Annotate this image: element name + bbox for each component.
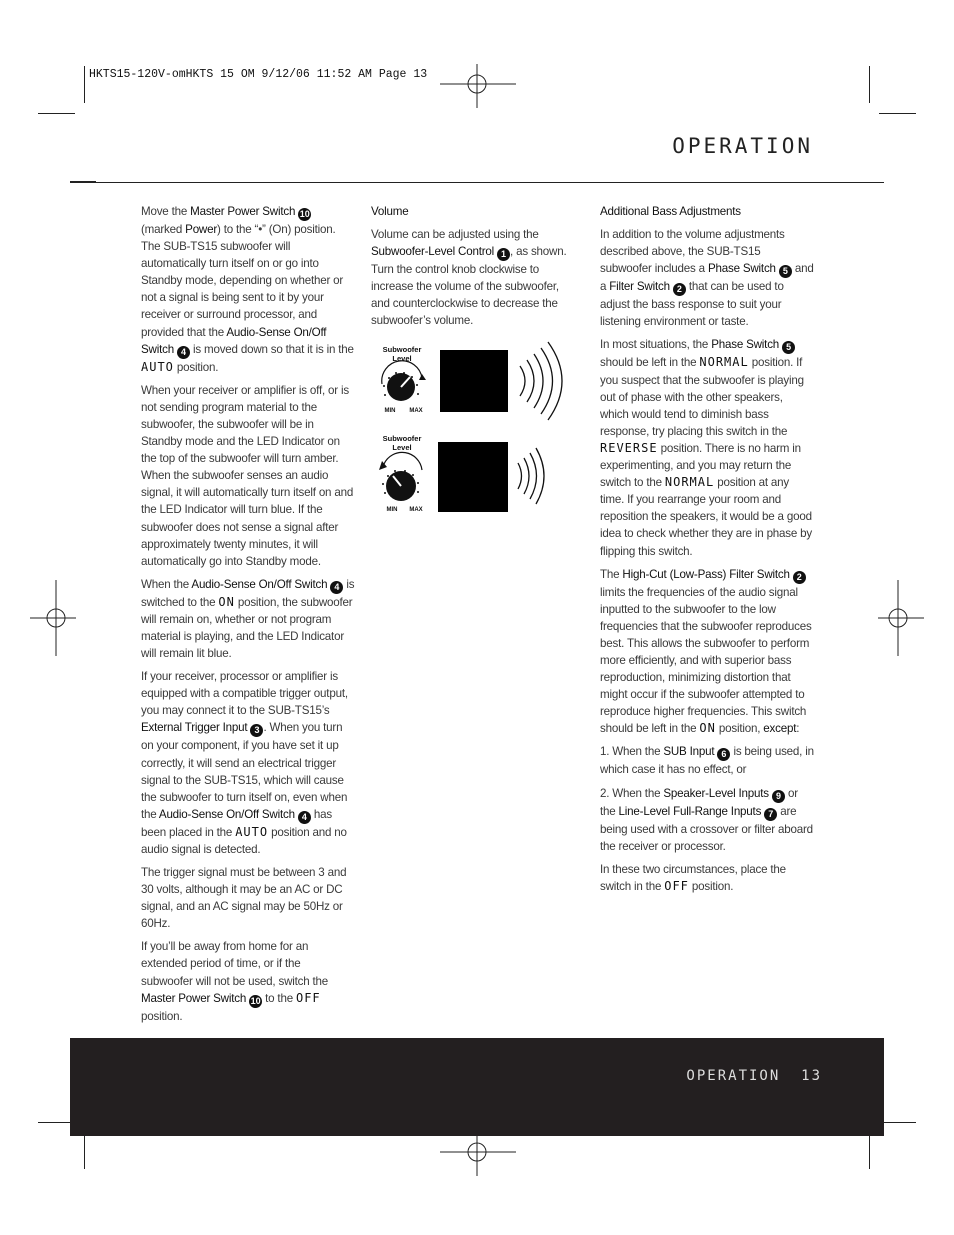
subwoofer-box-icon <box>438 442 508 512</box>
section-heading: Additional Bass Adjustments <box>600 205 741 218</box>
volume-figure-max <box>372 340 582 424</box>
paragraph: In addition to the volume adjustments described above, the SUB-TS15 subwoofer includes a Phase Switch 5 and a Filter Switch 2 that can be used to adjust the bass response to suit your listening environment or taste. <box>600 228 814 329</box>
callout-number: 1 <box>497 248 510 261</box>
paragraph: When the Audio-Sense On/Off Switch 4 is switched to the ON position, the subwoofer will remain on, whether or not program material is playing, and the LED Indicator will remain lit blue. <box>141 577 355 661</box>
sound-waves-icon <box>520 342 562 420</box>
callout-number: 5 <box>779 265 792 278</box>
callout-number: 3 <box>250 724 263 737</box>
footer-page-label <box>686 1068 822 1084</box>
crop-mark <box>869 1132 870 1169</box>
sound-waves-icon <box>518 448 544 504</box>
min-label: MIN <box>386 507 398 513</box>
callout-number: 10 <box>299 209 310 219</box>
subwoofer-box-icon <box>440 350 508 412</box>
callout-number: 6 <box>717 748 730 761</box>
paragraph: In these two circumstances, place the switch in the OFF position. <box>600 862 786 893</box>
paragraph: 2. When the Speaker-Level Inputs 9 or the Line-Level Full-Range Inputs 7 are being used with a crossover or filter aboard the receiver or processor. <box>600 786 813 853</box>
knob-label: Level <box>392 443 412 452</box>
footer-band <box>70 1038 884 1136</box>
knob-label: Level <box>392 354 412 363</box>
paragraph: When your receiver or amplifier is off, or is not sending program material to the subwoofer, the subwoofer will be in Standby mode and the LED Indicator on the top of the subwoofer will turn amber. When the subwoofer senses an audio signal, it will automatically turn itself on and the LED Indicator will turn blue. If the subwoofer does not sense a signal after approximately twenty minutes, it will automatically go into Standby mode. <box>141 383 354 568</box>
callout-number: 4 <box>177 346 190 359</box>
max-label: MAX <box>409 408 423 414</box>
knob-label: Subwoofer <box>382 345 422 354</box>
registration-mark-top <box>440 64 516 108</box>
registration-mark-right <box>878 580 924 656</box>
crop-mark <box>84 66 85 103</box>
min-label: MIN <box>384 408 396 414</box>
header-rule-accent <box>70 181 96 183</box>
paragraph: The High-Cut (Low-Pass) Filter Switch 2 limits the frequencies of the audio signal inputted to the subwoofer to the low frequencies that the subwoofer reproduces best. This allows the subwoofer to perform more efficiently, and with superior bass reproduction, minimizing distortion that might occur if the subwoofer attempted to reproduce higher frequencies. This switch should be left in the ON position, except: <box>600 567 812 736</box>
paragraph: The trigger signal must be between 3 and 30 volts, although it may be an AC or DC signal, and an AC signal may be 50Hz or 60Hz. <box>141 866 347 931</box>
header-rule <box>70 182 884 183</box>
callout-number: 7 <box>764 808 777 821</box>
crop-mark <box>879 1122 916 1123</box>
callout-number: 10 <box>250 995 261 1006</box>
paragraph: If your receiver, processor or amplifier is equipped with a compatible trigger output, you may connect it to the SUB-TS15’s External Trigger Input 3 . When you turn on your component, if you have set it up correctly, it will send an electrical trigger signal to the SUB-TS15, which will cause the subwoofer to turn itself on, even when the Audio-Sense On/Off Switch 4 has been placed in the AUTO position and no audio signal is detected. <box>141 670 348 856</box>
crop-mark <box>38 113 75 114</box>
callout-number: 2 <box>793 571 806 584</box>
section-heading: Volume <box>371 205 409 218</box>
paragraph: Move the Master Power Switch 10 (marked Power) to the “•” (On) position. The SUB-TS15 subwoofer will automatically turn itself on or go into Standby mode, depending on whether or not a signal is being sent to it by your receiver or surround processor, and provided that the Audio-Sense On/Off Switch 4 is moved down so that it is in the AUTO position. <box>141 205 354 374</box>
volume-figure-min <box>372 430 582 514</box>
page-number: 13 <box>801 1068 822 1084</box>
callout-number: 2 <box>673 283 686 296</box>
column-3 <box>600 203 814 901</box>
crop-mark <box>879 113 916 114</box>
registration-mark-bottom <box>440 1132 516 1176</box>
registration-mark-left <box>30 580 76 656</box>
callout-number: 5 <box>782 341 795 354</box>
paragraph: Volume can be adjusted using the Subwoofer-Level Control 1 , as shown. Turn the control knob clockwise to increase the volume of the subwoofer, and counterclockwise to decrease the subwoofer’s volume. <box>371 228 567 328</box>
print-slug: HKTS15-120V-omHKTS 15 OM 9/12/06 11:52 AM Page 13 <box>89 68 428 81</box>
column-2 <box>371 203 567 336</box>
crop-mark <box>84 1132 85 1169</box>
paragraph: In most situations, the Phase Switch 5 should be left in the NORMAL position. If you suspect that the subwoofer is playing out of phase with the other speakers, which would tend to diminish bass response, try placing this switch in the REVERSE position. There is no harm in experimenting, and you may return the switch to the NORMAL position at any time. If you rearrange your room and reposition the speakers, it would be a good idea to check whether they are in phase by flipping this switch. <box>600 338 813 558</box>
max-label: MAX <box>409 507 423 513</box>
column-1 <box>141 203 355 1031</box>
knob-label: Subwoofer <box>382 434 422 443</box>
page-title: OPERATION <box>672 134 813 158</box>
crop-mark <box>869 66 870 103</box>
paragraph: 1. When the SUB Input 6 is being used, in which case it has no effect, or <box>600 745 814 777</box>
callout-number: 9 <box>772 790 785 803</box>
footer-section: OPERATION <box>686 1068 781 1084</box>
callout-number: 4 <box>298 811 311 824</box>
paragraph: If you’ll be away from home for an extended period of time, or if the subwoofer will not be used, switch the Master Power Switch 10 to the OFF position. <box>141 940 329 1023</box>
callout-number: 4 <box>330 581 343 594</box>
